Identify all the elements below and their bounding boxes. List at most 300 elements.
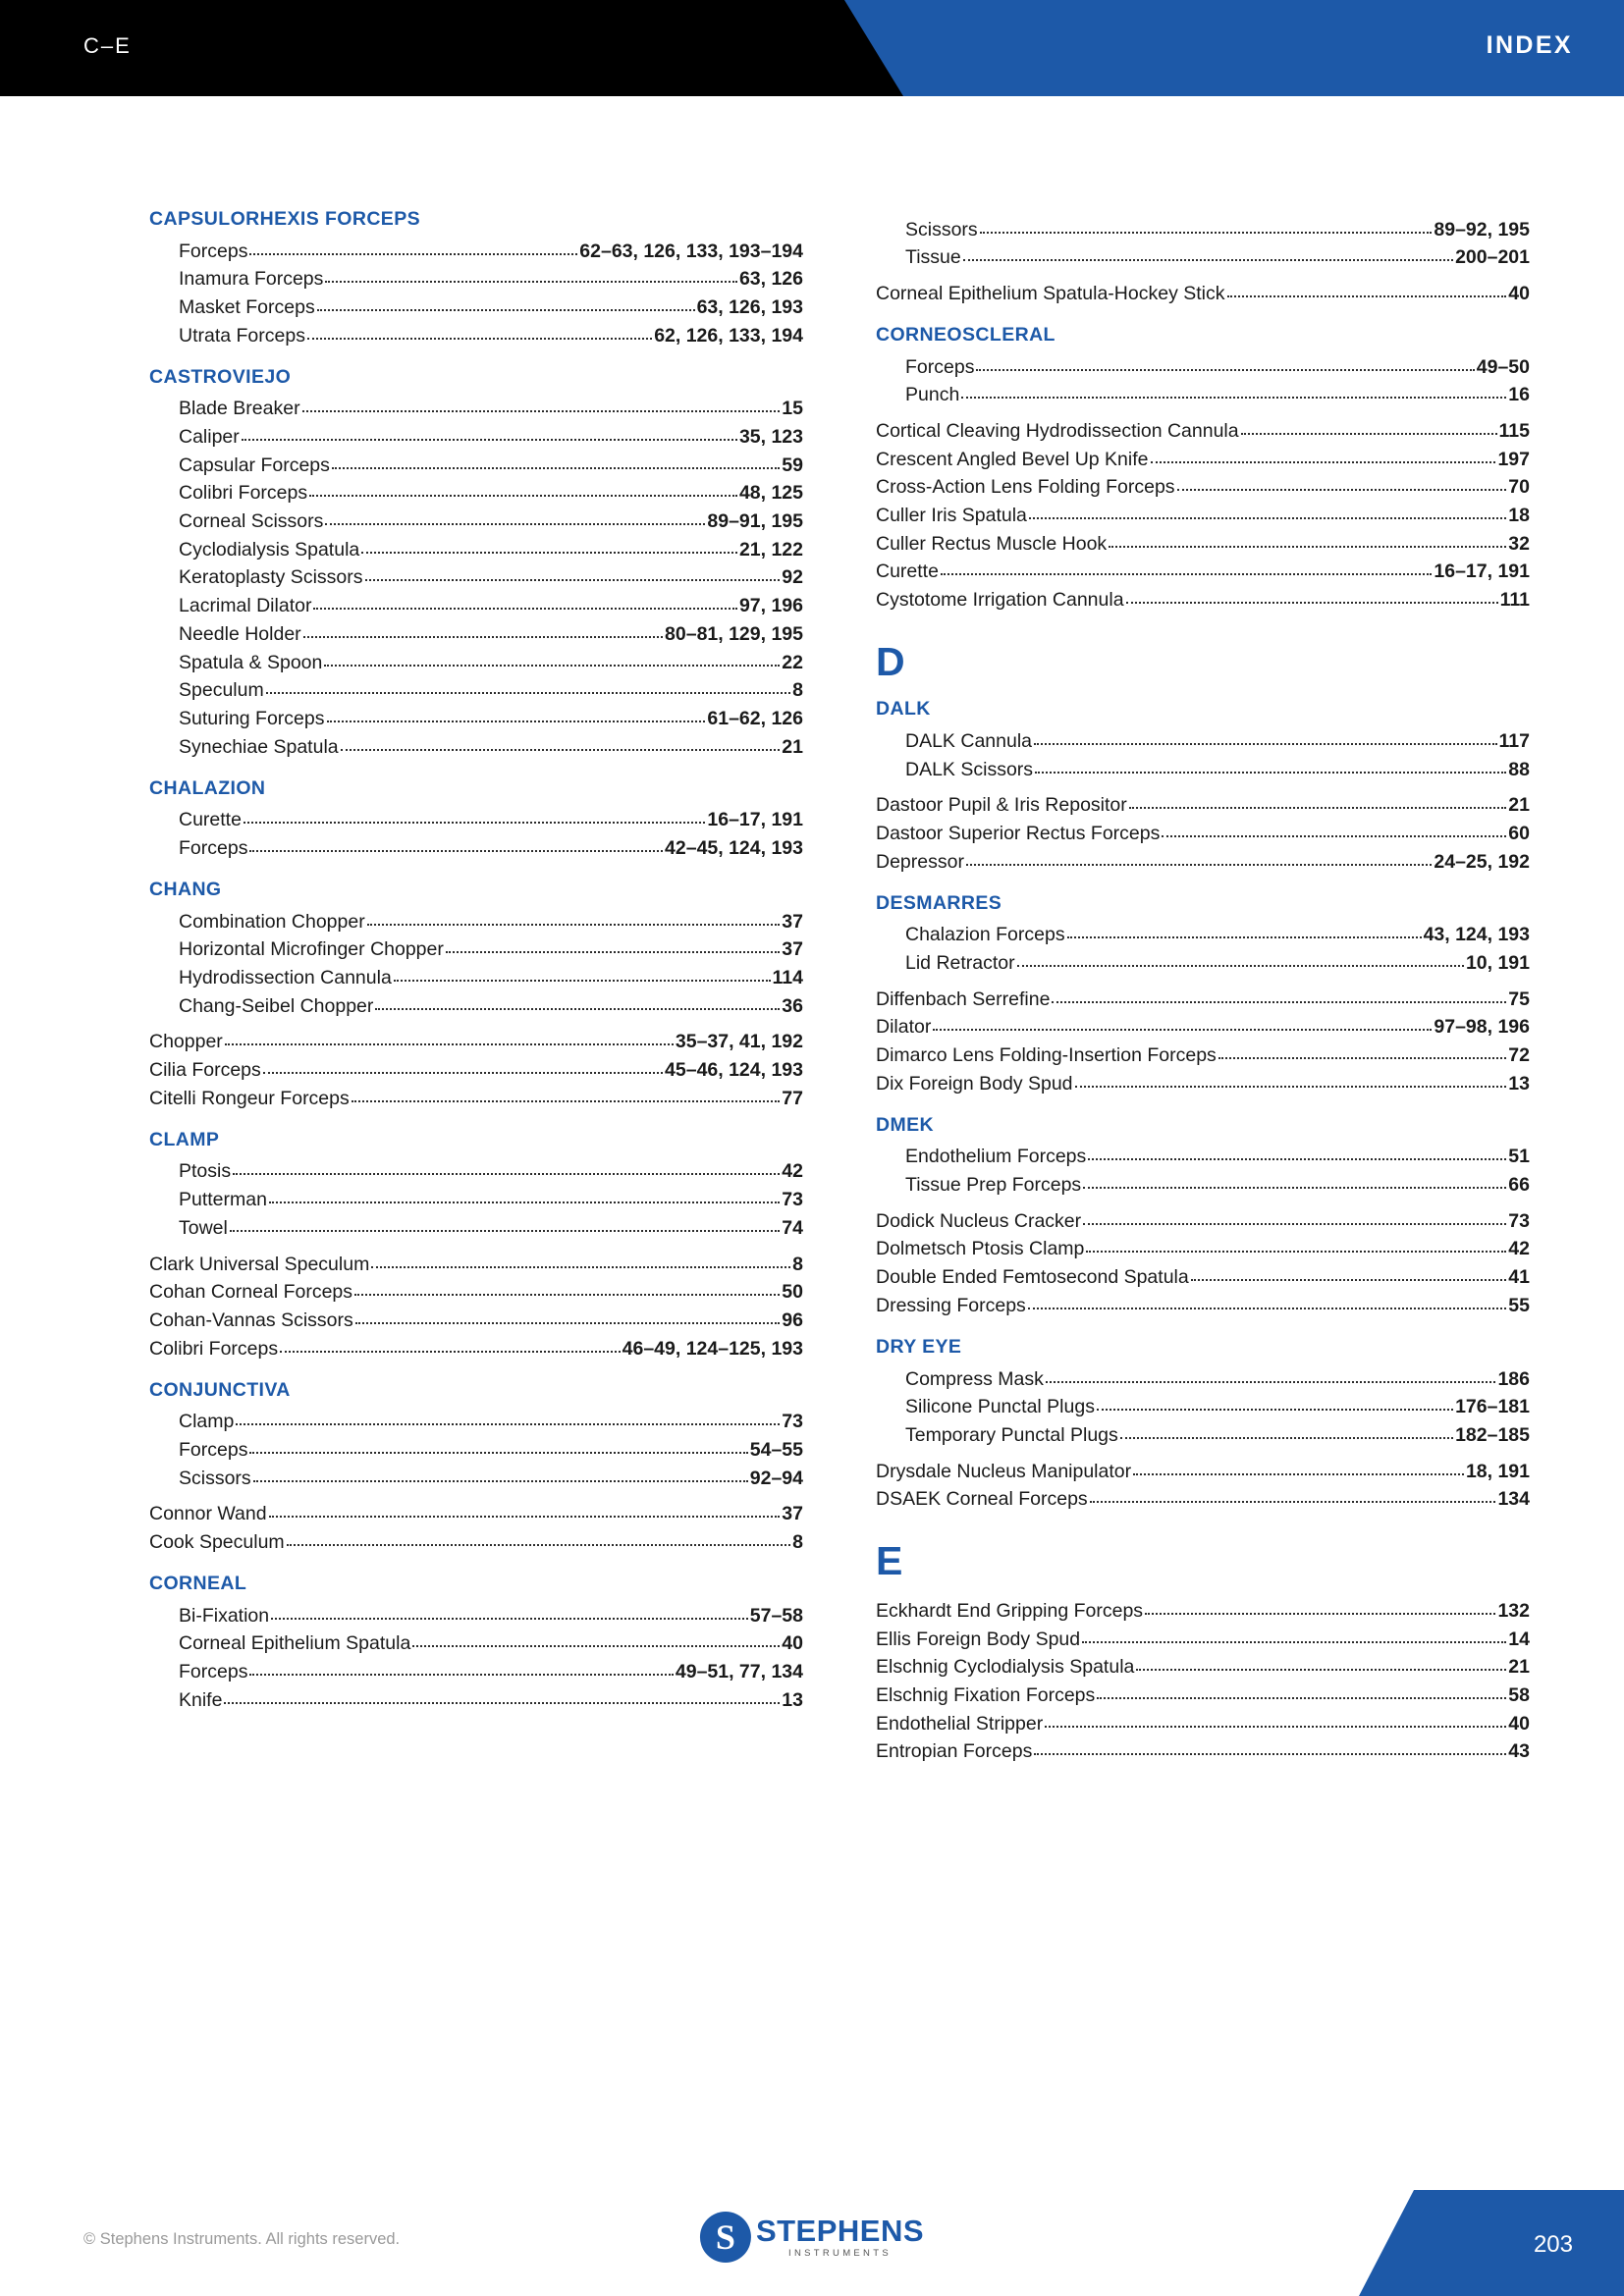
index-entry[interactable] bbox=[876, 1365, 1530, 1394]
index-entry[interactable] bbox=[149, 1528, 803, 1557]
index-entry[interactable] bbox=[876, 1264, 1530, 1293]
index-entry-label: Needle Holder bbox=[179, 622, 301, 645]
index-entry-pages: 197 bbox=[1497, 448, 1530, 470]
index-entry[interactable] bbox=[149, 1251, 803, 1279]
leader-dots bbox=[933, 1017, 1432, 1032]
index-entry-pages: 48, 125 bbox=[738, 482, 803, 505]
index-entry-label: Knife bbox=[179, 1688, 223, 1711]
index-entry-pages: 45–46, 124, 193 bbox=[665, 1059, 803, 1082]
index-entry-pages: 42 bbox=[782, 1160, 803, 1183]
block-spacer bbox=[876, 208, 1530, 216]
index-entry[interactable] bbox=[149, 705, 803, 733]
index-entry-pages: 96 bbox=[782, 1308, 803, 1331]
index-entry-pages: 89–91, 195 bbox=[707, 510, 803, 533]
block-spacer bbox=[876, 1589, 1530, 1597]
index-entry-label: Putterman bbox=[179, 1189, 267, 1211]
leader-dots bbox=[263, 1059, 663, 1074]
header-letter-range: C–E bbox=[83, 33, 132, 58]
index-entry-pages: 37 bbox=[782, 938, 803, 961]
index-entry[interactable] bbox=[149, 536, 803, 564]
index-entry-label: Horizontal Microfinger Chopper bbox=[179, 938, 444, 961]
index-entry[interactable] bbox=[876, 244, 1530, 273]
index-entry[interactable] bbox=[876, 446, 1530, 474]
leader-dots bbox=[1129, 795, 1507, 810]
index-entry-pages: 59 bbox=[782, 454, 803, 476]
index-entry-pages: 63, 126, 193 bbox=[696, 295, 803, 318]
block-spacer bbox=[876, 784, 1530, 792]
index-entry[interactable] bbox=[876, 820, 1530, 848]
leader-dots bbox=[1133, 1461, 1464, 1475]
index-entry[interactable] bbox=[149, 1057, 803, 1086]
index-entry[interactable] bbox=[149, 936, 803, 965]
index-entry[interactable] bbox=[149, 593, 803, 621]
index-entry-pages: 49–51, 77, 134 bbox=[675, 1661, 803, 1683]
index-entry-pages: 66 bbox=[1508, 1174, 1530, 1197]
index-entry-pages: 51 bbox=[1508, 1146, 1530, 1168]
leader-dots bbox=[244, 810, 705, 825]
index-entry-label: Citelli Rongeur Forceps bbox=[149, 1087, 350, 1109]
index-entry[interactable] bbox=[876, 417, 1530, 446]
index-entry-pages: 13 bbox=[782, 1688, 803, 1711]
leader-dots bbox=[309, 483, 737, 498]
block-spacer bbox=[876, 1450, 1530, 1458]
index-entry-pages: 176–181 bbox=[1455, 1396, 1530, 1418]
leader-dots bbox=[1126, 590, 1498, 605]
index-entry[interactable] bbox=[149, 807, 803, 835]
index-entry-label: Endothelium Forceps bbox=[905, 1146, 1087, 1168]
index-letter-heading: D bbox=[876, 639, 905, 685]
leader-dots bbox=[1028, 1295, 1506, 1309]
index-entry-pages: 61–62, 126 bbox=[707, 707, 803, 729]
leader-dots bbox=[303, 623, 663, 638]
leader-dots bbox=[1083, 1174, 1506, 1189]
index-entry-label: Corneal Scissors bbox=[179, 510, 324, 533]
index-entry-pages: 43 bbox=[1508, 1740, 1530, 1763]
index-entry-label: Colibri Forceps bbox=[149, 1337, 279, 1360]
index-entry[interactable] bbox=[149, 992, 803, 1021]
index-entry-pages: 40 bbox=[782, 1632, 803, 1655]
leader-dots bbox=[1177, 477, 1507, 492]
leader-dots bbox=[1075, 1073, 1507, 1088]
leader-dots bbox=[1046, 1368, 1496, 1383]
index-entry-label: Curette bbox=[876, 561, 939, 583]
index-entry-label: Chang-Seibel Chopper bbox=[179, 994, 374, 1017]
leader-dots bbox=[287, 1531, 790, 1546]
index-entry[interactable] bbox=[149, 834, 803, 863]
index-entry-label: Scissors bbox=[179, 1467, 251, 1489]
footer-wedge bbox=[1359, 2190, 1624, 2296]
index-entry-label: Compress Mask bbox=[905, 1367, 1044, 1390]
index-entry-pages: 80–81, 129, 195 bbox=[665, 622, 803, 645]
index-entry[interactable] bbox=[876, 559, 1530, 587]
index-entry[interactable] bbox=[876, 587, 1530, 615]
index-entry[interactable] bbox=[876, 1738, 1530, 1767]
index-entry[interactable] bbox=[876, 1597, 1530, 1626]
index-group-heading: CASTROVIEJO bbox=[149, 365, 292, 388]
index-entry-label: Dressing Forceps bbox=[876, 1294, 1026, 1316]
leader-dots bbox=[941, 561, 1432, 576]
index-entry-pages: 62–63, 126, 133, 193–194 bbox=[579, 240, 803, 262]
index-group-heading: CLAMP bbox=[149, 1128, 220, 1150]
index-entry-label: Towel bbox=[179, 1216, 228, 1239]
index-entry[interactable] bbox=[149, 1602, 803, 1630]
leader-dots bbox=[317, 296, 695, 311]
index-entry[interactable] bbox=[149, 649, 803, 677]
index-entry-pages: 115 bbox=[1498, 420, 1530, 443]
index-entry-pages: 75 bbox=[1508, 988, 1530, 1010]
index-entry-pages: 186 bbox=[1497, 1367, 1530, 1390]
index-entry[interactable] bbox=[876, 949, 1530, 978]
leader-dots bbox=[980, 219, 1433, 234]
leader-dots bbox=[375, 995, 780, 1010]
index-group-heading: DMEK bbox=[876, 1113, 935, 1136]
leader-dots bbox=[1017, 952, 1464, 967]
index-entry-pages: 42 bbox=[1508, 1238, 1530, 1260]
index-entry-label: Masket Forceps bbox=[179, 295, 315, 318]
index-entry-pages: 97, 196 bbox=[738, 595, 803, 617]
index-content bbox=[0, 208, 1624, 1767]
index-entry[interactable] bbox=[149, 1436, 803, 1465]
leader-dots bbox=[313, 596, 736, 611]
index-group-heading: CONJUNCTIVA bbox=[149, 1378, 291, 1401]
index-entry-label: Utrata Forceps bbox=[179, 324, 305, 347]
index-entry[interactable] bbox=[149, 452, 803, 480]
index-entry[interactable] bbox=[876, 848, 1530, 877]
index-entry[interactable] bbox=[876, 1710, 1530, 1738]
index-entry-pages: 49–50 bbox=[1476, 355, 1530, 378]
leader-dots bbox=[1162, 823, 1506, 837]
leader-dots bbox=[280, 1338, 621, 1353]
leader-dots bbox=[355, 1309, 781, 1324]
leader-dots bbox=[324, 652, 780, 667]
index-entry-pages: 32 bbox=[1508, 532, 1530, 555]
index-entry[interactable] bbox=[876, 474, 1530, 503]
index-entry-label: Ellis Foreign Body Spud bbox=[876, 1628, 1081, 1650]
index-entry-label: Cook Speculum bbox=[149, 1531, 285, 1554]
leader-dots bbox=[1097, 1684, 1506, 1699]
index-entry[interactable] bbox=[149, 620, 803, 649]
index-entry-label: Corneal Epithelium Spatula bbox=[179, 1632, 411, 1655]
index-entry-pages: 60 bbox=[1508, 822, 1530, 844]
leader-dots bbox=[269, 1190, 780, 1204]
block-spacer bbox=[876, 409, 1530, 417]
leader-dots bbox=[365, 567, 781, 582]
index-entry-label: Dolmetsch Ptosis Clamp bbox=[876, 1238, 1085, 1260]
index-entry[interactable] bbox=[149, 1279, 803, 1308]
index-letter-heading: E bbox=[876, 1538, 903, 1584]
index-entry[interactable] bbox=[149, 964, 803, 992]
leader-dots bbox=[1029, 505, 1506, 519]
leader-dots bbox=[1109, 533, 1506, 548]
index-entry-label: Chalazion Forceps bbox=[905, 924, 1065, 946]
leader-dots bbox=[1088, 1147, 1506, 1161]
leader-dots bbox=[224, 1689, 780, 1704]
index-entry[interactable] bbox=[876, 1394, 1530, 1422]
index-entry[interactable] bbox=[149, 564, 803, 593]
leader-dots bbox=[1145, 1600, 1495, 1615]
page-header bbox=[0, 0, 1624, 96]
index-entry-pages: 62, 126, 133, 194 bbox=[654, 324, 803, 347]
index-entry-pages: 10, 191 bbox=[1465, 951, 1530, 974]
index-entry-pages: 18, 191 bbox=[1465, 1460, 1530, 1482]
index-entry[interactable] bbox=[149, 677, 803, 706]
leader-dots bbox=[961, 385, 1506, 400]
index-entry-pages: 14 bbox=[1508, 1628, 1530, 1650]
index-entry-label: Spatula & Spoon bbox=[179, 651, 323, 673]
index-entry[interactable] bbox=[149, 1409, 803, 1437]
index-entry-label: Blade Breaker bbox=[179, 398, 300, 420]
index-entry[interactable] bbox=[149, 1659, 803, 1687]
leader-dots bbox=[249, 1439, 747, 1454]
index-group-heading: CHALAZION bbox=[149, 776, 266, 799]
index-entry-pages: 57–58 bbox=[749, 1604, 803, 1627]
leader-dots bbox=[249, 837, 663, 852]
leader-dots bbox=[225, 1032, 674, 1046]
index-entry[interactable] bbox=[149, 396, 803, 424]
block-spacer bbox=[876, 1200, 1530, 1207]
leader-dots bbox=[242, 426, 737, 441]
leader-dots bbox=[354, 1282, 780, 1297]
index-entry[interactable] bbox=[876, 216, 1530, 244]
index-entry-pages: 72 bbox=[1508, 1044, 1530, 1067]
leader-dots bbox=[1052, 988, 1506, 1003]
index-entry[interactable] bbox=[876, 986, 1530, 1014]
index-entry[interactable] bbox=[149, 1085, 803, 1113]
index-entry-label: Temporary Punctal Plugs bbox=[905, 1423, 1118, 1446]
leader-dots bbox=[1191, 1267, 1507, 1282]
leader-dots bbox=[963, 247, 1453, 262]
index-entry-label: Cross-Action Lens Folding Forceps bbox=[876, 476, 1175, 499]
index-entry-pages: 43, 124, 193 bbox=[1423, 924, 1530, 946]
leader-dots bbox=[394, 967, 771, 982]
index-entry[interactable] bbox=[876, 503, 1530, 531]
index-entry[interactable] bbox=[876, 280, 1530, 308]
leader-dots bbox=[327, 708, 706, 722]
index-entry[interactable] bbox=[149, 1214, 803, 1243]
index-entry[interactable] bbox=[149, 1335, 803, 1363]
index-entry[interactable] bbox=[876, 530, 1530, 559]
leader-dots bbox=[302, 399, 781, 413]
index-entry[interactable] bbox=[149, 1029, 803, 1057]
index-entry-label: Combination Chopper bbox=[179, 910, 365, 933]
index-entry[interactable] bbox=[149, 908, 803, 936]
leader-dots bbox=[233, 1161, 780, 1176]
index-entry[interactable] bbox=[876, 1292, 1530, 1320]
index-entry-pages: 21 bbox=[1508, 1656, 1530, 1679]
index-entry-label: Entropian Forceps bbox=[876, 1740, 1033, 1763]
index-entry[interactable] bbox=[876, 1682, 1530, 1710]
index-entry[interactable] bbox=[149, 1158, 803, 1187]
index-entry[interactable] bbox=[149, 1187, 803, 1215]
index-entry-pages: 16–17, 191 bbox=[1434, 561, 1530, 583]
index-entry-pages: 77 bbox=[782, 1087, 803, 1109]
page-footer bbox=[0, 2178, 1624, 2296]
index-entry-label: Lid Retractor bbox=[905, 951, 1015, 974]
index-entry-label: Chopper bbox=[149, 1031, 223, 1053]
leader-dots bbox=[1218, 1044, 1506, 1059]
index-entry-label: Tissue Prep Forceps bbox=[905, 1174, 1082, 1197]
index-entry-label: Forceps bbox=[179, 240, 248, 262]
index-entry[interactable] bbox=[876, 1014, 1530, 1042]
index-entry-label: Cystotome Irrigation Cannula bbox=[876, 589, 1124, 612]
index-entry[interactable] bbox=[876, 756, 1530, 784]
index-entry-label: Dilator bbox=[876, 1016, 932, 1039]
index-entry[interactable] bbox=[149, 1686, 803, 1715]
index-entry[interactable] bbox=[876, 1207, 1530, 1236]
leader-dots bbox=[367, 911, 781, 926]
index-entry[interactable] bbox=[876, 922, 1530, 950]
index-entry-label: Clamp bbox=[179, 1411, 235, 1433]
index-entry[interactable] bbox=[876, 1172, 1530, 1201]
leader-dots bbox=[271, 1605, 748, 1620]
index-entry-label: Ptosis bbox=[179, 1160, 232, 1183]
copyright-text: © Stephens Instruments. All rights reserved. bbox=[83, 2230, 401, 2248]
leader-dots bbox=[352, 1088, 781, 1102]
index-entry-pages: 73 bbox=[1508, 1209, 1530, 1232]
leader-dots bbox=[1082, 1629, 1506, 1643]
index-entry-pages: 41 bbox=[1508, 1266, 1530, 1289]
index-entry-pages: 58 bbox=[1508, 1684, 1530, 1707]
index-entry[interactable] bbox=[149, 322, 803, 350]
index-entry-pages: 97–98, 196 bbox=[1434, 1016, 1530, 1039]
index-entry[interactable] bbox=[149, 733, 803, 762]
header-section-title: INDEX bbox=[1486, 31, 1573, 59]
index-entry-pages: 8 bbox=[792, 1253, 803, 1275]
index-entry-pages: 114 bbox=[772, 967, 803, 989]
index-entry[interactable] bbox=[149, 1307, 803, 1335]
index-entry-pages: 13 bbox=[1508, 1072, 1530, 1095]
leader-dots bbox=[966, 851, 1432, 866]
block-spacer bbox=[876, 978, 1530, 986]
index-entry-label: Endothelial Stripper bbox=[876, 1712, 1044, 1735]
index-entry-label: Suturing Forceps bbox=[179, 707, 325, 729]
leader-dots bbox=[1241, 420, 1497, 435]
index-entry-label: Dodick Nucleus Cracker bbox=[876, 1209, 1082, 1232]
index-group-heading: CORNEOSCLERAL bbox=[876, 324, 1056, 347]
index-entry-pages: 54–55 bbox=[749, 1438, 803, 1461]
index-entry[interactable] bbox=[876, 1626, 1530, 1654]
index-entry[interactable] bbox=[876, 1654, 1530, 1682]
index-entry[interactable] bbox=[149, 423, 803, 452]
index-entry-label: Speculum bbox=[179, 679, 264, 702]
index-entry-pages: 111 bbox=[1499, 589, 1530, 612]
index-entry-label: DALK Cannula bbox=[905, 729, 1032, 752]
index-entry[interactable] bbox=[876, 1144, 1530, 1172]
index-group-heading: CAPSULORHEXIS FORCEPS bbox=[149, 208, 421, 230]
index-entry-label: Diffenbach Serrefine bbox=[876, 988, 1051, 1010]
index-entry[interactable] bbox=[149, 266, 803, 294]
index-entry[interactable] bbox=[149, 294, 803, 322]
leader-dots bbox=[1136, 1657, 1506, 1672]
index-entry[interactable] bbox=[876, 1486, 1530, 1515]
index-entry[interactable] bbox=[876, 1041, 1530, 1070]
index-entry-label: Culler Iris Spatula bbox=[876, 505, 1027, 527]
leader-dots bbox=[269, 1504, 781, 1519]
logo-wordmark bbox=[756, 2216, 924, 2259]
leader-dots bbox=[1086, 1239, 1506, 1254]
index-entry[interactable] bbox=[149, 1630, 803, 1659]
index-entry-pages: 36 bbox=[782, 994, 803, 1017]
leader-dots bbox=[1227, 283, 1507, 297]
index-entry-label: Bi-Fixation bbox=[179, 1604, 270, 1627]
index-entry-pages: 40 bbox=[1508, 282, 1530, 304]
index-entry-pages: 40 bbox=[1508, 1712, 1530, 1735]
index-entry[interactable] bbox=[876, 353, 1530, 382]
index-entry-label: Corneal Epithelium Spatula-Hockey Stick bbox=[876, 282, 1225, 304]
index-entry[interactable] bbox=[149, 508, 803, 537]
logo-mark-icon: S bbox=[700, 2212, 751, 2263]
block-spacer bbox=[149, 1021, 803, 1029]
index-entry-label: Keratoplasty Scissors bbox=[179, 566, 363, 589]
index-entry-label: Inamura Forceps bbox=[179, 268, 324, 291]
index-entry-label: Scissors bbox=[905, 218, 978, 240]
index-entry-pages: 92–94 bbox=[749, 1467, 803, 1489]
index-entry-pages: 74 bbox=[782, 1216, 803, 1239]
page-number: 203 bbox=[1533, 2231, 1573, 2258]
index-entry-pages: 16 bbox=[1508, 384, 1530, 406]
index-entry[interactable] bbox=[876, 792, 1530, 821]
index-entry[interactable] bbox=[876, 1236, 1530, 1264]
index-entry-label: Culler Rectus Muscle Hook bbox=[876, 532, 1108, 555]
index-entry-pages: 89–92, 195 bbox=[1434, 218, 1530, 240]
index-entry[interactable] bbox=[876, 1458, 1530, 1486]
leader-dots bbox=[1045, 1713, 1506, 1728]
leader-dots bbox=[1034, 730, 1497, 745]
index-entry[interactable] bbox=[876, 382, 1530, 410]
index-entry[interactable] bbox=[876, 727, 1530, 756]
index-entry-label: Dastoor Superior Rectus Forceps bbox=[876, 822, 1161, 844]
leader-dots bbox=[332, 454, 780, 469]
leader-dots bbox=[230, 1217, 780, 1232]
leader-dots bbox=[325, 510, 705, 525]
leader-dots bbox=[1035, 759, 1506, 774]
index-entry-label: Cohan-Vannas Scissors bbox=[149, 1308, 353, 1331]
index-entry-pages: 37 bbox=[782, 1503, 803, 1525]
index-entry[interactable] bbox=[149, 1501, 803, 1529]
leader-dots bbox=[236, 1412, 780, 1426]
index-entry-pages: 55 bbox=[1508, 1294, 1530, 1316]
index-entry-label: Forceps bbox=[905, 355, 975, 378]
block-spacer bbox=[149, 1493, 803, 1501]
index-entry-pages: 73 bbox=[782, 1189, 803, 1211]
index-entry-pages: 15 bbox=[782, 398, 803, 420]
index-entry-pages: 134 bbox=[1497, 1488, 1530, 1511]
index-entry-label: Double Ended Femtosecond Spatula bbox=[876, 1266, 1189, 1289]
leader-dots bbox=[976, 356, 1474, 371]
index-entry-label: Curette bbox=[179, 809, 242, 831]
index-entry[interactable] bbox=[149, 238, 803, 266]
index-entry-pages: 35, 123 bbox=[738, 426, 803, 449]
index-entry-label: Eckhardt End Gripping Forceps bbox=[876, 1599, 1144, 1622]
index-entry-label: Elschnig Cyclodialysis Spatula bbox=[876, 1656, 1135, 1679]
index-entry-label: Tissue bbox=[905, 246, 961, 269]
leader-dots bbox=[1034, 1741, 1506, 1756]
index-entry-label: Dix Foreign Body Spud bbox=[876, 1072, 1073, 1095]
index-entry-label: Colibri Forceps bbox=[179, 482, 308, 505]
index-entry-label: Depressor bbox=[876, 850, 964, 873]
leader-dots bbox=[266, 680, 790, 695]
index-entry-label: Punch bbox=[905, 384, 960, 406]
index-entry[interactable] bbox=[149, 1465, 803, 1493]
index-entry[interactable] bbox=[876, 1070, 1530, 1098]
index-entry[interactable] bbox=[876, 1421, 1530, 1450]
index-entry[interactable] bbox=[149, 480, 803, 508]
logo-subtitle: INSTRUMENTS bbox=[788, 2248, 892, 2260]
block-spacer bbox=[876, 272, 1530, 280]
index-entry-pages: 63, 126 bbox=[738, 268, 803, 291]
index-entry-pages: 16–17, 191 bbox=[707, 809, 803, 831]
leader-dots bbox=[307, 325, 652, 340]
